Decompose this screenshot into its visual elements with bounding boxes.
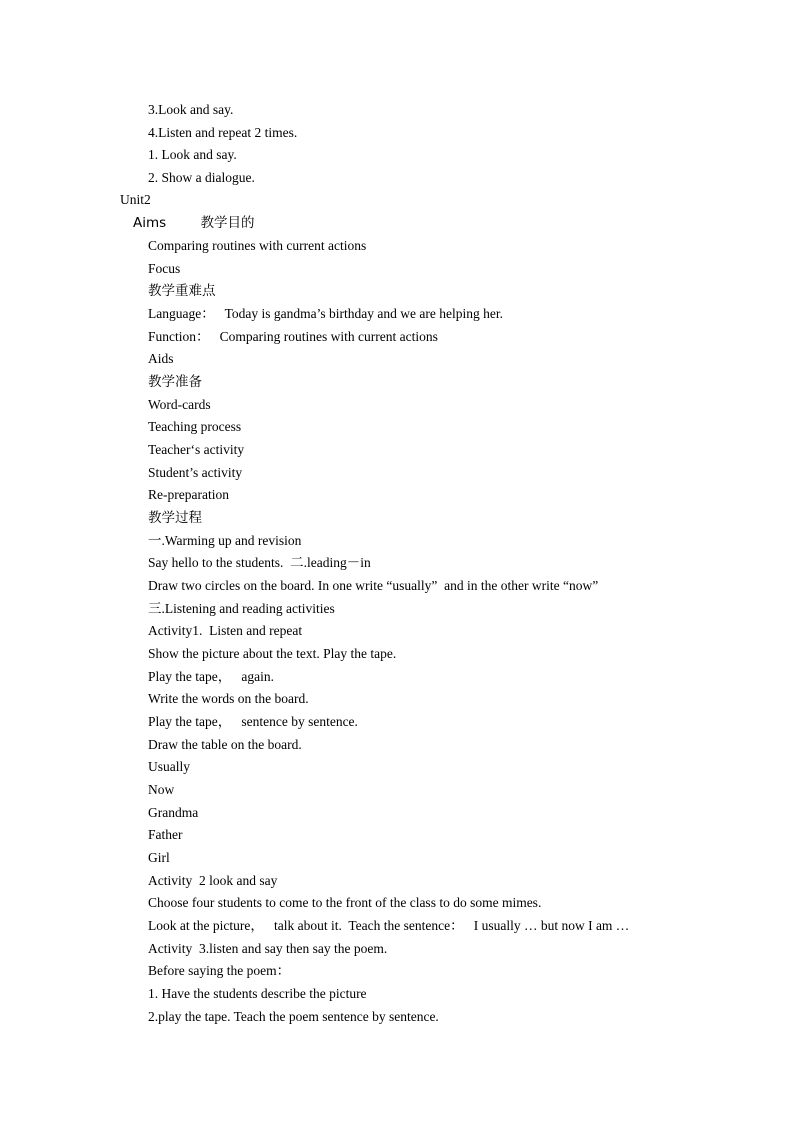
text-line: Teacher‘s activity (148, 442, 245, 457)
text-line: Show the picture about the text. Play the tape. (148, 646, 397, 661)
text-line: Focus (148, 261, 181, 276)
text-line: Girl (148, 850, 170, 865)
text-line: Activity 2 look and say (148, 873, 278, 888)
text-line: Play the tape， again. (148, 669, 274, 684)
text-line: Language： Today is gandma’s birthday and we are helping her. (148, 306, 503, 321)
text-line: Choose four students to come to the front of the class to do some mimes. (148, 895, 542, 910)
unit-heading: Unit2 (120, 192, 151, 207)
text-line: Re-preparation (148, 487, 229, 502)
section-heading: 教学重难点 (148, 283, 216, 299)
section-heading: 教学准备 (148, 374, 202, 390)
text-line: Activity1. Listen and repeat (148, 623, 303, 638)
text-line: Draw two circles on the board. In one write “usually” and in the other write “now” (148, 578, 599, 593)
text-line: Student’s activity (148, 465, 243, 480)
text-line: Say hello to the students. 二.leading－in (148, 555, 371, 570)
text-line: Father (148, 827, 183, 842)
text-line: Now (148, 782, 175, 797)
text-line: Comparing routines with current actions (148, 238, 367, 253)
text-line: 4.Listen and repeat 2 times. (148, 125, 298, 140)
text-line: Usually (148, 759, 190, 774)
text-line: 三.Listening and reading activities (148, 601, 335, 616)
section-heading: 教学过程 (148, 510, 202, 526)
text-line: 1. Look and say. (148, 147, 237, 162)
text-line: 2.play the tape. Teach the poem sentence by sentence. (148, 1009, 439, 1024)
text-line: 2. Show a dialogue. (148, 170, 255, 185)
text-line: 1. Have the students describe the picture (148, 986, 367, 1001)
text-line: 3.Look and say. (148, 102, 234, 117)
text-line: Grandma (148, 805, 199, 820)
text-line: Play the tape， sentence by sentence. (148, 714, 358, 729)
text-line: Draw the table on the board. (148, 737, 302, 752)
section-heading: Aims 教学目的 (133, 215, 255, 231)
text-line: Word-cards (148, 397, 211, 412)
text-line: Teaching process (148, 419, 242, 434)
text-line: Look at the picture， talk about it. Teach the sentence： I usually … but now I am … (148, 918, 630, 933)
text-line: Write the words on the board. (148, 691, 309, 706)
text-line: 一.Warming up and revision (148, 533, 302, 548)
text-line: Function： Comparing routines with current actions (148, 329, 438, 344)
text-line: Aids (148, 351, 174, 366)
text-line: Activity 3.listen and say then say the poem. (148, 941, 388, 956)
text-line: Before saying the poem： (148, 963, 291, 978)
